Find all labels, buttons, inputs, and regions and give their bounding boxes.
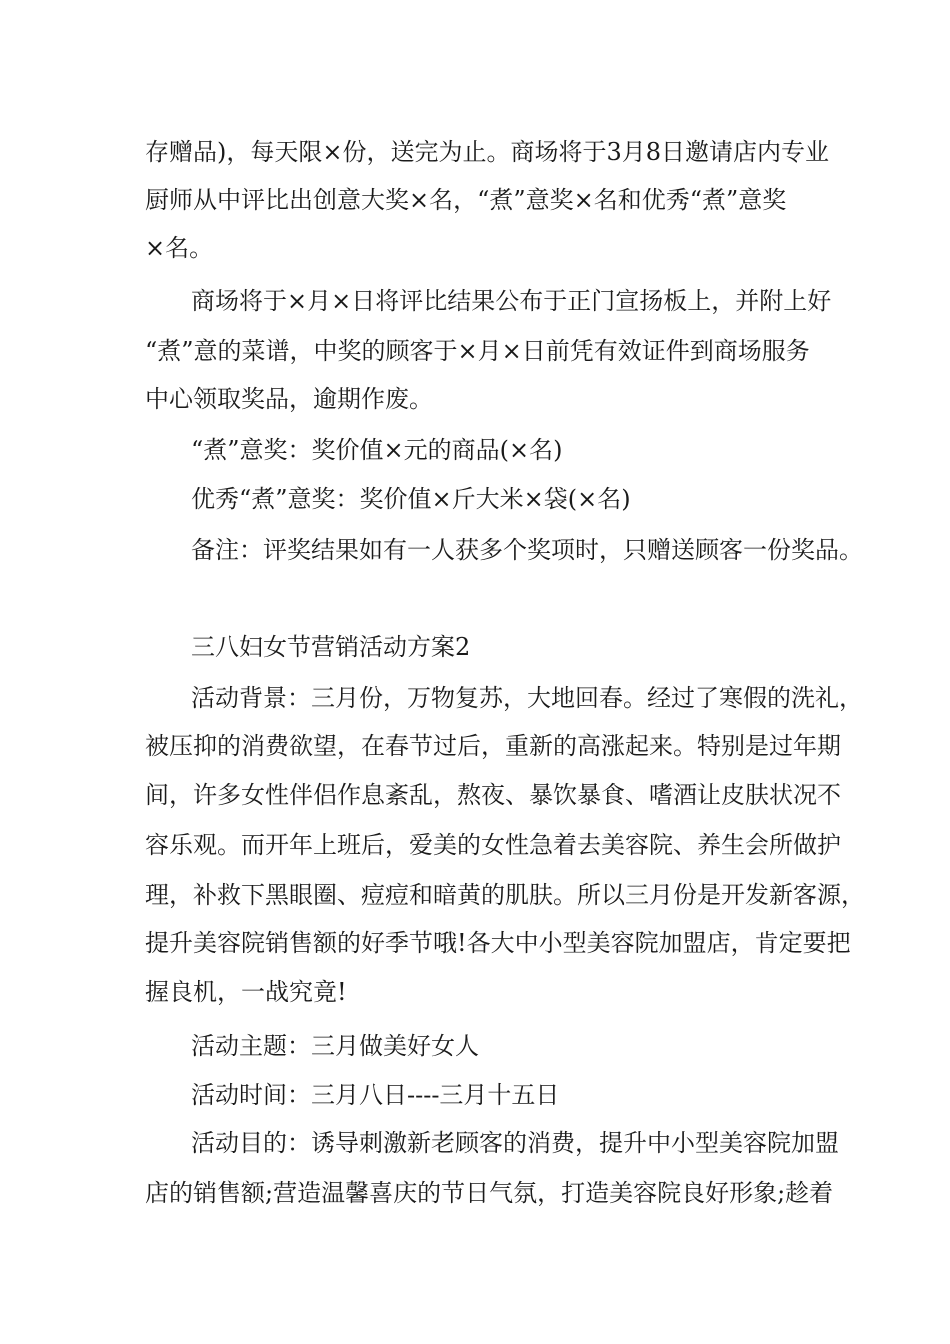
activity-time-line: 活动时间：三月八日----三月十五日 bbox=[191, 1081, 560, 1109]
paragraph-line: 提升美容院销售额的好季节哦!各大中小型美容院加盟店，肯定要把 bbox=[145, 929, 851, 957]
paragraph-line: 活动背景：三月份，万物复苏，大地回春。经过了寒假的洗礼， bbox=[191, 684, 863, 712]
paragraph-line: 存赠品)，每天限×份，送完为止。商场将于3月8日邀请店内专业 bbox=[145, 138, 830, 166]
prize-line: 优秀“煮”意奖：奖价值×斤大米×袋(×名) bbox=[191, 485, 631, 513]
paragraph-line: 中心领取奖品，逾期作废。 bbox=[145, 385, 433, 413]
paragraph-line: 间，许多女性伴侣作息紊乱，熬夜、暴饮暴食、嗜酒让皮肤状况不 bbox=[145, 781, 841, 809]
paragraph-line: 握良机，一战究竟! bbox=[145, 978, 347, 1006]
paragraph-line: 容乐观。而开年上班后，爱美的女性急着去美容院、养生会所做护 bbox=[145, 831, 841, 859]
prize-line: “煮”意奖：奖价值×元的商品(×名) bbox=[191, 436, 563, 464]
paragraph-line: 商场将于×月×日将评比结果公布于正门宣扬板上，并附上好 bbox=[191, 287, 832, 315]
paragraph-line: 被压抑的消费欲望，在春节过后，重新的高涨起来。特别是过年期 bbox=[145, 732, 841, 760]
paragraph-line: “煮”意的菜谱，中奖的顾客于×月×日前凭有效证件到商场服务 bbox=[145, 337, 810, 365]
activity-purpose-line: 活动目的：诱导刺激新老顾客的消费，提升中小型美容院加盟 bbox=[191, 1129, 839, 1157]
paragraph-line: ×名。 bbox=[145, 234, 214, 262]
note-line: 备注：评奖结果如有一人获多个奖项时，只赠送顾客一份奖品。 bbox=[191, 536, 863, 564]
paragraph-line: 厨师从中评比出创意大奖×名，“煮”意奖×名和优秀“煮”意奖 bbox=[145, 186, 787, 214]
paragraph-line: 店的销售额;营造温馨喜庆的节日气氛，打造美容院良好形象;趁着 bbox=[145, 1179, 834, 1207]
activity-theme-line: 活动主题：三月做美好女人 bbox=[191, 1032, 479, 1060]
paragraph-line: 理，补救下黑眼圈、痘痘和暗黄的肌肤。所以三月份是开发新客源， bbox=[145, 881, 865, 909]
section-title: 三八妇女节营销活动方案2 bbox=[191, 633, 471, 661]
